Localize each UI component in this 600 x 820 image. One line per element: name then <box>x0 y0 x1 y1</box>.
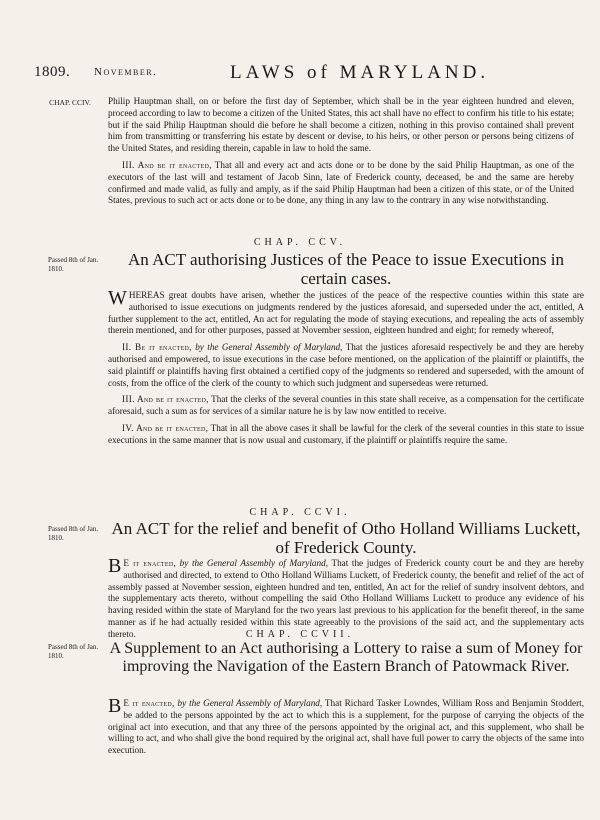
margin-chap-prev: CHAP. CCIV. <box>49 98 91 107</box>
section-ccvii <box>108 695 585 757</box>
header-month: November. <box>94 66 158 78</box>
margin-passed-ccv: Passed 8th of Jan. 1810. <box>48 256 99 273</box>
ccvi-title: An ACT for the relief and benefit of Otho Holland Williams Luckett, of Frederick County. <box>111 519 581 557</box>
ccvi-paragraph-1: B E it enacted, by the General Assembly of Maryland, That the judges of Frederick county court be and they are hereby authorised and directed, to extend to Otho Holland Williams Luckett, of Frederick county, the benefit and relief of the act of assembly passed at November session, eighteen hundred and ten, entitled, An act for the relief of sundry insolvent debtors, and the supplementary acts thereto, without compelling the said Otho Holland Williams Luckett to produce any evidence of his having resided within the state of Maryland for the two years last previous to his application for the benefit thereof, in the same manner as if he had actually resided within this state agreeably to the provisions of the said act, and the supplementary acts thereto. <box>108 555 585 639</box>
chap-ccv-heading: CHAP. CCV. <box>253 237 347 248</box>
ccv-paragraph-2: II. Be it enacted, by the General Assembly of Maryland, That the justices aforesaid respectively be and they are hereby authorised and empowered, to issue executions in the case before mentioned, on the application of the plaintiff or plaintiffs, the said plaintiff or plaintiffs having first obtained a certified copy of the judgments so rendered and superseded, with the amount of costs, from the office of the clerk of the county to which such judgment and supersedeas were returned. <box>108 342 584 388</box>
ccv-paragraph-1: WHEREAS great doubts have arisen, whether the justices of the peace of the respective counties within this state are authorised to issue executions on judgments rendered by the justices aforesaid, and superseded under the act, entitled, A further supplement to the act, entitled, An act for regulating the mode of staying executions, and repealing the acts of assembly therein mentioned, and for other purposes, passed at November session, eighteen hundred and eight; for remedy whereof, <box>108 287 584 336</box>
margin-passed-ccvii: Passed 8th of Jan. 1810. <box>48 643 99 660</box>
ccvii-paragraph-1: B E it enacted, by the General Assembly of Maryland, That Richard Tasker Lowndes, William Ross and Benjamin Stoddert, be added to the persons appointed by the act to which this is a supplement, for the purpose of carrying the objects of the original act into execution, and that any three of the persons appointed by the original act, and this supplement, who shall be willing to act, and who shall give the bond required by the original act, shall have full power to carry the objects of the same into execution. <box>108 695 585 756</box>
section-ccv <box>108 287 584 447</box>
ccvii-title: A Supplement to an Act authorising a Lottery to raise a sum of Money for improving the Navigation of the Eastern Branch of Patowmack River. <box>109 640 583 675</box>
chap-ccvi-heading: CHAP. CCVI. <box>249 507 351 518</box>
header-year: 1809. <box>34 64 71 80</box>
ccv-title: An ACT authorising Justices of the Peace to issue Executions in certain cases. <box>128 250 564 288</box>
cciv-paragraph-1: Philip Hauptman shall, on or before the first day of September, which shall be in the year eighteen hundred and eleven, proceed according to law to become a citizen of the United States, this act shall have no effect to confirm his title to his estate; but if the said Philip Hauptman should die before he shall become a citizen, nothing in this proviso contained shall prevent him from transmitting or transferring his estate by descent or devise, to his heirs, or other person or persons being citizens of the United States, and residing therein, capable in law to hold the same. <box>108 96 574 154</box>
margin-passed-ccvi: Passed 8th of Jan. 1810. <box>48 525 99 542</box>
header-title: LAWS of MARYLAND. <box>230 62 490 83</box>
ccv-paragraph-3: III. And be it enacted, That the clerks of the several counties in this state shall receive, as a compensation for the certificate aforesaid, such a sum as for services of a similar nature he is by law now entitled to receive. <box>108 394 584 417</box>
cciv-paragraph-2: III. And be it enacted, That all and every act and acts done or to be done by the said Philip Hauptman, as one of the executors of the last will and testament of Jacob Sinn, late of Frederick county, deceased, be and the same are hereby confirmed and made valid, as fully and amply, as if the said Philip Hauptman had been a citizen of this state, or of the United States, previous to such act or acts done or to be done, any thing in any law to the contrary in any wise notwithstanding. <box>108 159 575 206</box>
ccv-paragraph-4: IV. And be it enacted, That in all the above cases it shall be lawful for the clerk of the several counties in this state to issue executions in the same manner that is now usual and customary, if the plaintiff or plaintiffs require the same. <box>108 422 584 445</box>
running-header <box>34 62 574 86</box>
chap-ccvii-heading: CHAP. CCVII. <box>245 629 355 640</box>
section-cciv <box>108 96 574 207</box>
